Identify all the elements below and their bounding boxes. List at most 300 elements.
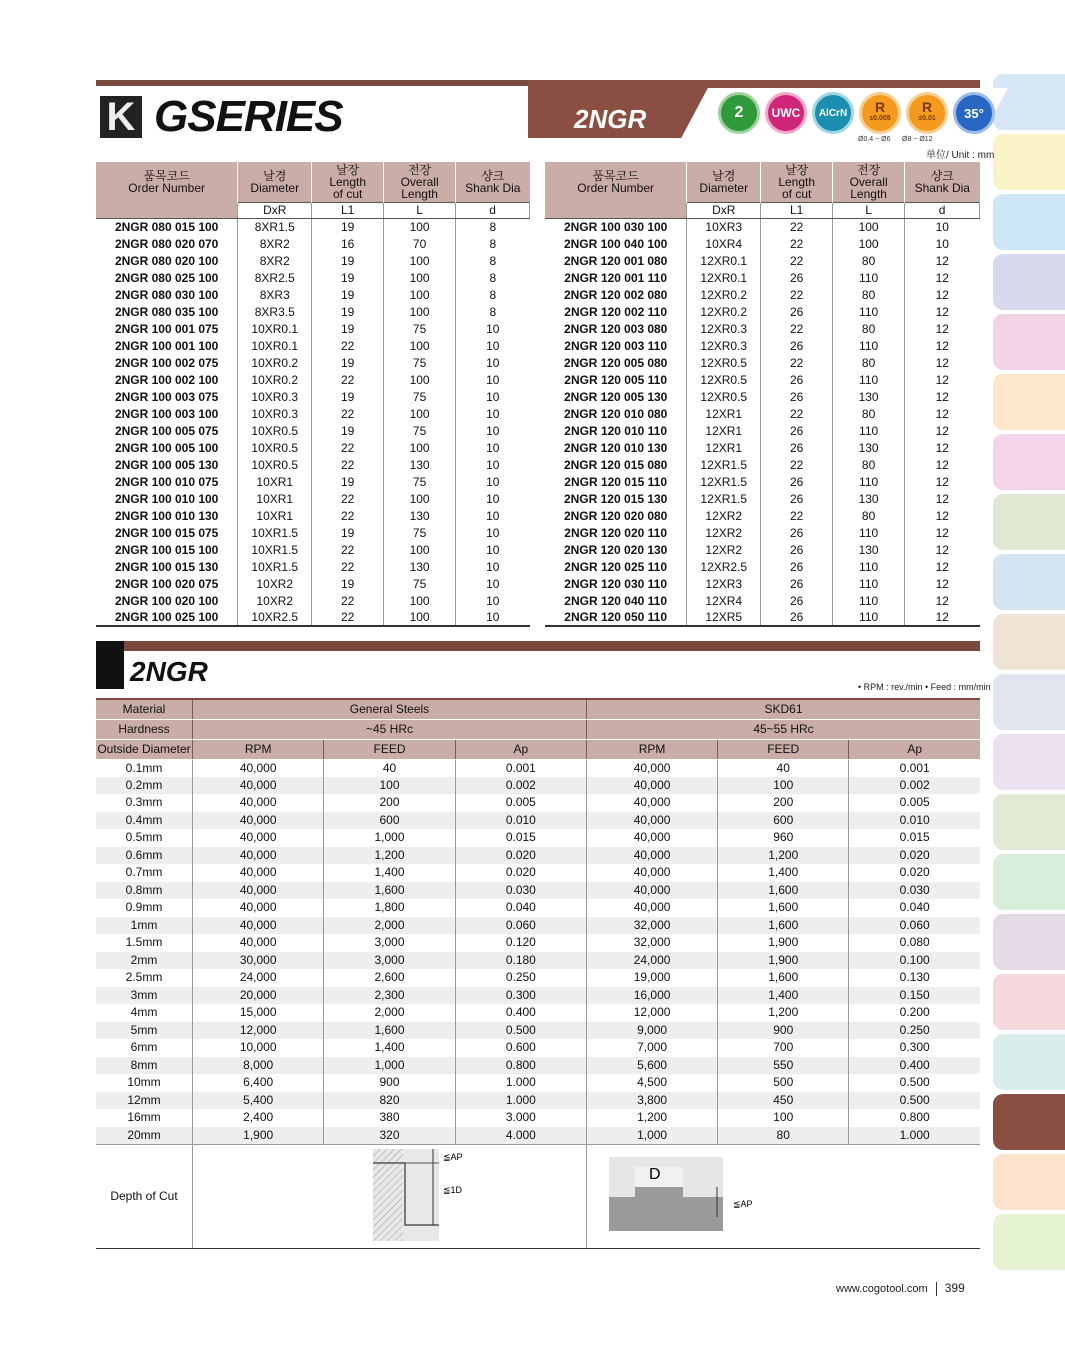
radius-letter: R	[874, 99, 886, 115]
rpm: 40,000	[587, 864, 718, 882]
order-number: 2NGR 100 030 100	[545, 218, 687, 235]
l: 110	[833, 269, 905, 286]
outside-diameter: 1mm	[96, 917, 193, 935]
ap-label: ≦AP	[733, 1198, 753, 1209]
order-number: 2NGR 120 001 110	[545, 269, 687, 286]
feed: 1,800	[324, 899, 455, 917]
feed: 3,000	[324, 952, 455, 970]
outside-diameter: 4mm	[96, 1004, 193, 1022]
feed: 600	[718, 812, 849, 830]
l: 75	[384, 473, 456, 490]
dxr: 8XR1.5	[238, 218, 312, 235]
l1: 22	[761, 456, 833, 473]
feed: 450	[718, 1092, 849, 1110]
col-shank-dia: 샹크 Shank Dia	[905, 162, 980, 202]
material-label: Material	[96, 699, 193, 719]
d: 12	[935, 287, 949, 302]
rpm: 2,400	[193, 1109, 324, 1127]
l: 100	[384, 269, 456, 286]
table-row	[545, 592, 980, 609]
rpm: 40,000	[193, 759, 324, 777]
col-sub-d: d	[456, 202, 530, 218]
l: 80	[833, 286, 905, 303]
rpm: 40,000	[193, 812, 324, 830]
ap: 1.000	[455, 1092, 586, 1110]
ap: 1.000	[455, 1074, 586, 1092]
outside-diameter: 0.8mm	[96, 882, 193, 900]
d: 12	[935, 542, 949, 557]
l: 130	[833, 439, 905, 456]
d: 10	[486, 355, 500, 370]
table-row	[96, 882, 980, 900]
ap: 0.015	[849, 829, 980, 847]
ap-label: ≦AP	[443, 1151, 463, 1162]
table-row	[545, 286, 980, 303]
col-diameter: 날경 Diameter	[687, 162, 761, 202]
l1: 26	[761, 439, 833, 456]
col-rpm: RPM	[193, 739, 324, 759]
d: 10	[486, 576, 500, 591]
table-row	[96, 371, 530, 388]
order-number: 2NGR 080 020 100	[96, 252, 238, 269]
l1: 26	[761, 303, 833, 320]
d: 8	[489, 219, 497, 234]
l: 130	[833, 388, 905, 405]
feed: 1,200	[718, 847, 849, 865]
dxr: 10XR1.5	[238, 524, 312, 541]
order-number: 2NGR 120 010 080	[545, 405, 687, 422]
ap: 0.080	[849, 934, 980, 952]
order-number: 2NGR 100 025 100	[96, 609, 238, 626]
outside-diameter: 2.5mm	[96, 969, 193, 987]
ap: 4.000	[455, 1127, 586, 1145]
1d-label: ≦1D	[443, 1184, 463, 1195]
l: 100	[384, 303, 456, 320]
dxr: 10XR1	[238, 490, 312, 507]
dxr: 12XR2	[687, 541, 761, 558]
d: 10	[486, 474, 500, 489]
rpm: 32,000	[587, 934, 718, 952]
table-row	[96, 524, 530, 541]
side-index-tabs	[993, 74, 1065, 1274]
d: 12	[905, 609, 980, 626]
outside-diameter: 20mm	[96, 1127, 193, 1145]
table-row	[545, 303, 980, 320]
table-row	[96, 439, 530, 456]
order-number: 2NGR 120 005 110	[545, 371, 687, 388]
table-row	[96, 864, 980, 882]
order-number: 2NGR 120 015 080	[545, 456, 687, 473]
l1: 26	[761, 490, 833, 507]
order-number: 2NGR 100 001 075	[96, 320, 238, 337]
feed: 200	[324, 794, 455, 812]
l1: 19	[312, 575, 384, 592]
outside-diameter: 0.4mm	[96, 812, 193, 830]
order-number: 2NGR 120 025 110	[545, 558, 687, 575]
side-milling-diagram	[193, 1145, 586, 1243]
outside-diameter-label: Outside Diameter	[96, 739, 193, 759]
d: 10	[486, 321, 500, 336]
l1: 19	[312, 524, 384, 541]
dxr: 10XR1.5	[238, 558, 312, 575]
radius-tolerance-icon	[859, 92, 901, 134]
outside-diameter: 0.1mm	[96, 759, 193, 777]
l1: 22	[761, 286, 833, 303]
table-row	[545, 524, 980, 541]
rpm: 40,000	[193, 899, 324, 917]
ap: 0.015	[455, 829, 586, 847]
side-tab-13	[993, 854, 1065, 910]
ap: 0.500	[455, 1022, 586, 1040]
rpm: 40,000	[587, 794, 718, 812]
outside-diameter: 2mm	[96, 952, 193, 970]
rpm: 20,000	[193, 987, 324, 1005]
ap: 0.005	[849, 794, 980, 812]
d: 12	[935, 423, 949, 438]
dxr: 12XR0.3	[687, 320, 761, 337]
ap: 0.020	[849, 847, 980, 865]
l: 130	[833, 490, 905, 507]
dxr: 12XR2	[687, 507, 761, 524]
table-row	[96, 473, 530, 490]
l1: 22	[312, 592, 384, 609]
ap: 0.250	[849, 1022, 980, 1040]
order-number: 2NGR 120 005 130	[545, 388, 687, 405]
feed: 500	[718, 1074, 849, 1092]
rpm: 5,600	[587, 1057, 718, 1075]
d: 12	[935, 508, 949, 523]
l1: 26	[761, 524, 833, 541]
order-number: 2NGR 100 010 130	[96, 507, 238, 524]
l: 80	[833, 252, 905, 269]
l: 100	[384, 609, 456, 626]
col-sub-l: L	[833, 202, 905, 218]
spec-table-left	[96, 162, 530, 627]
col-order-number: 품목코드 Order Number	[96, 162, 238, 202]
dxr: 10XR0.3	[238, 388, 312, 405]
feed: 1,200	[324, 847, 455, 865]
outside-diameter: 0.6mm	[96, 847, 193, 865]
series-title: GSERIES	[154, 92, 343, 141]
feed: 1,400	[324, 1039, 455, 1057]
dxr: 12XR4	[687, 592, 761, 609]
ap: 0.002	[455, 777, 586, 795]
l: 130	[833, 541, 905, 558]
d: 10	[486, 423, 500, 438]
feed: 1,400	[718, 987, 849, 1005]
feed: 100	[718, 1109, 849, 1127]
feed: 100	[718, 777, 849, 795]
l1: 22	[312, 609, 384, 626]
l: 110	[833, 303, 905, 320]
rpm: 6,400	[193, 1074, 324, 1092]
feed: 1,600	[324, 1022, 455, 1040]
table-row	[545, 388, 980, 405]
side-tab-15	[993, 974, 1065, 1030]
ap: 0.005	[455, 794, 586, 812]
l: 75	[384, 524, 456, 541]
table-row	[545, 252, 980, 269]
table-row	[96, 609, 530, 626]
order-number: 2NGR 100 005 075	[96, 422, 238, 439]
l: 75	[384, 422, 456, 439]
dxr: 12XR0.2	[687, 286, 761, 303]
ap: 0.001	[455, 759, 586, 777]
rpm: 24,000	[193, 969, 324, 987]
dxr: 10XR0.1	[238, 337, 312, 354]
col-order-number: 품목코드 Order Number	[545, 162, 687, 202]
rpm: 7,000	[587, 1039, 718, 1057]
table-row	[96, 1057, 980, 1075]
ap: 0.040	[455, 899, 586, 917]
l: 100	[384, 405, 456, 422]
side-tab-17	[993, 1094, 1065, 1150]
rpm: 40,000	[193, 829, 324, 847]
outside-diameter: 0.5mm	[96, 829, 193, 847]
l: 80	[833, 405, 905, 422]
side-tab-4	[993, 314, 1065, 370]
col-sub-blank	[545, 202, 687, 218]
ap: 0.040	[849, 899, 980, 917]
l1: 19	[312, 252, 384, 269]
l1: 22	[312, 337, 384, 354]
depth-of-cut-label: Depth of Cut	[96, 1144, 193, 1248]
feed: 1,600	[718, 882, 849, 900]
flute-count-icon: 2	[718, 92, 760, 134]
l1: 19	[312, 218, 384, 235]
side-tab-5	[993, 374, 1065, 430]
table-row	[96, 777, 980, 795]
d: 10	[456, 609, 530, 626]
ap: 0.300	[849, 1039, 980, 1057]
ap: 0.150	[849, 987, 980, 1005]
table-row	[545, 473, 980, 490]
section-title: 2NGR	[130, 656, 208, 687]
ap: 0.400	[849, 1057, 980, 1075]
order-number: 2NGR 100 002 075	[96, 354, 238, 371]
l: 110	[833, 592, 905, 609]
d: 8	[489, 287, 497, 302]
order-number: 2NGR 100 005 130	[96, 456, 238, 473]
d: 12	[935, 389, 949, 404]
feed: 1,600	[324, 882, 455, 900]
dxr: 12XR0.1	[687, 252, 761, 269]
order-number: 2NGR 120 040 110	[545, 592, 687, 609]
l: 130	[384, 507, 456, 524]
ap: 0.030	[849, 882, 980, 900]
table-row	[96, 269, 530, 286]
l: 130	[384, 558, 456, 575]
ap: 0.200	[849, 1004, 980, 1022]
l1: 26	[761, 592, 833, 609]
col-length-of-cut: 날장 Length of cut	[761, 162, 833, 202]
outside-diameter: 5mm	[96, 1022, 193, 1040]
d: 10	[486, 440, 500, 455]
rpm: 12,000	[193, 1022, 324, 1040]
ap: 0.500	[849, 1074, 980, 1092]
table-row	[96, 1074, 980, 1092]
rpm: 1,200	[587, 1109, 718, 1127]
d: 10	[486, 457, 500, 472]
rpm: 40,000	[587, 899, 718, 917]
material-skd61: SKD61	[587, 699, 981, 719]
col-overall-length: 전장 Overall Length	[384, 162, 456, 202]
d: 10	[486, 338, 500, 353]
l1: 22	[761, 252, 833, 269]
feed: 2,000	[324, 1004, 455, 1022]
feed: 2,600	[324, 969, 455, 987]
ap: 0.002	[849, 777, 980, 795]
d: 8	[489, 304, 497, 319]
d: 12	[935, 355, 949, 370]
table-row	[96, 1109, 980, 1127]
col-rpm: RPM	[587, 739, 718, 759]
side-tab-16	[993, 1034, 1065, 1090]
col-feed: FEED	[324, 739, 455, 759]
hardness-general: ~45 HRc	[193, 719, 587, 739]
l1: 22	[761, 218, 833, 235]
order-number: 2NGR 120 005 080	[545, 354, 687, 371]
side-tab-0	[993, 74, 1065, 130]
d: 10	[486, 389, 500, 404]
l1: 22	[312, 541, 384, 558]
rpm: 40,000	[587, 829, 718, 847]
col-shank-dia: 샹크 Shank Dia	[456, 162, 530, 202]
rpm: 8,000	[193, 1057, 324, 1075]
order-number: 2NGR 080 015 100	[96, 218, 238, 235]
l: 110	[833, 524, 905, 541]
unit-label: 单位/ Unit : mm	[926, 150, 995, 161]
ap: 3.000	[455, 1109, 586, 1127]
hardness-label: Hardness	[96, 719, 193, 739]
rpm: 30,000	[193, 952, 324, 970]
d: 10	[486, 406, 500, 421]
feed: 380	[324, 1109, 455, 1127]
l: 100	[833, 218, 905, 235]
l1: 19	[312, 269, 384, 286]
dxr: 10XR3	[687, 218, 761, 235]
table-row	[96, 917, 980, 935]
side-tab-19	[993, 1214, 1065, 1270]
dxr: 8XR3	[238, 286, 312, 303]
dxr: 12XR0.3	[687, 337, 761, 354]
l: 75	[384, 575, 456, 592]
feed: 550	[718, 1057, 849, 1075]
d: 8	[489, 270, 497, 285]
table-row	[96, 541, 530, 558]
l: 110	[833, 473, 905, 490]
dxr: 10XR0.5	[238, 456, 312, 473]
l1: 22	[761, 354, 833, 371]
ap: 0.130	[849, 969, 980, 987]
rpm: 40,000	[587, 812, 718, 830]
order-number: 2NGR 120 020 110	[545, 524, 687, 541]
dxr: 10XR0.1	[238, 320, 312, 337]
table-row	[96, 1022, 980, 1040]
table-row	[545, 439, 980, 456]
l1: 19	[312, 354, 384, 371]
l: 100	[384, 592, 456, 609]
dxr: 12XR2.5	[687, 558, 761, 575]
l1: 26	[761, 269, 833, 286]
l: 110	[833, 371, 905, 388]
feed: 1,000	[324, 829, 455, 847]
d: 12	[935, 576, 949, 591]
l1: 26	[761, 473, 833, 490]
l: 100	[384, 541, 456, 558]
table-row	[96, 952, 980, 970]
d: 10	[486, 525, 500, 540]
l1: 22	[761, 507, 833, 524]
d: 12	[935, 338, 949, 353]
rpm: 5,400	[193, 1092, 324, 1110]
table-row	[96, 490, 530, 507]
k-logo: K	[100, 96, 142, 138]
table-row	[96, 252, 530, 269]
d: 10	[935, 236, 949, 251]
l: 75	[384, 320, 456, 337]
order-number: 2NGR 080 035 100	[96, 303, 238, 320]
l: 100	[833, 235, 905, 252]
table-row	[96, 1092, 980, 1110]
side-tab-7	[993, 494, 1065, 550]
table-row	[96, 987, 980, 1005]
feed: 900	[718, 1022, 849, 1040]
d: 10	[486, 508, 500, 523]
rpm: 40,000	[193, 847, 324, 865]
l: 100	[384, 371, 456, 388]
feed: 1,900	[718, 952, 849, 970]
rpm: 40,000	[587, 777, 718, 795]
l1: 22	[312, 405, 384, 422]
feed: 2,000	[324, 917, 455, 935]
rpm: 10,000	[193, 1039, 324, 1057]
dxr: 12XR0.5	[687, 371, 761, 388]
dxr: 12XR1	[687, 422, 761, 439]
dxr: 12XR1	[687, 405, 761, 422]
dxr: 8XR2.5	[238, 269, 312, 286]
side-tab-10	[993, 674, 1065, 730]
footer	[836, 1281, 965, 1296]
dxr: 12XR1.5	[687, 473, 761, 490]
dxr: 12XR1.5	[687, 490, 761, 507]
dxr: 12XR3	[687, 575, 761, 592]
l: 75	[384, 354, 456, 371]
order-number: 2NGR 080 020 070	[96, 235, 238, 252]
table-row	[545, 354, 980, 371]
table-row	[96, 969, 980, 987]
feed: 1,000	[324, 1057, 455, 1075]
l: 100	[384, 490, 456, 507]
side-tab-12	[993, 794, 1065, 850]
slot-milling-diagram	[587, 1145, 980, 1243]
rpm: 40,000	[193, 864, 324, 882]
l1: 26	[761, 609, 833, 626]
order-number: 2NGR 100 015 130	[96, 558, 238, 575]
outside-diameter: 10mm	[96, 1074, 193, 1092]
table-row	[96, 899, 980, 917]
l1: 26	[761, 388, 833, 405]
section-marker	[96, 641, 124, 689]
ap: 0.001	[849, 759, 980, 777]
feed: 1,200	[718, 1004, 849, 1022]
rpm: 16,000	[587, 987, 718, 1005]
outside-diameter: 0.2mm	[96, 777, 193, 795]
l: 100	[384, 286, 456, 303]
table-row	[545, 558, 980, 575]
order-number: 2NGR 100 001 100	[96, 337, 238, 354]
header-banner	[96, 80, 984, 141]
